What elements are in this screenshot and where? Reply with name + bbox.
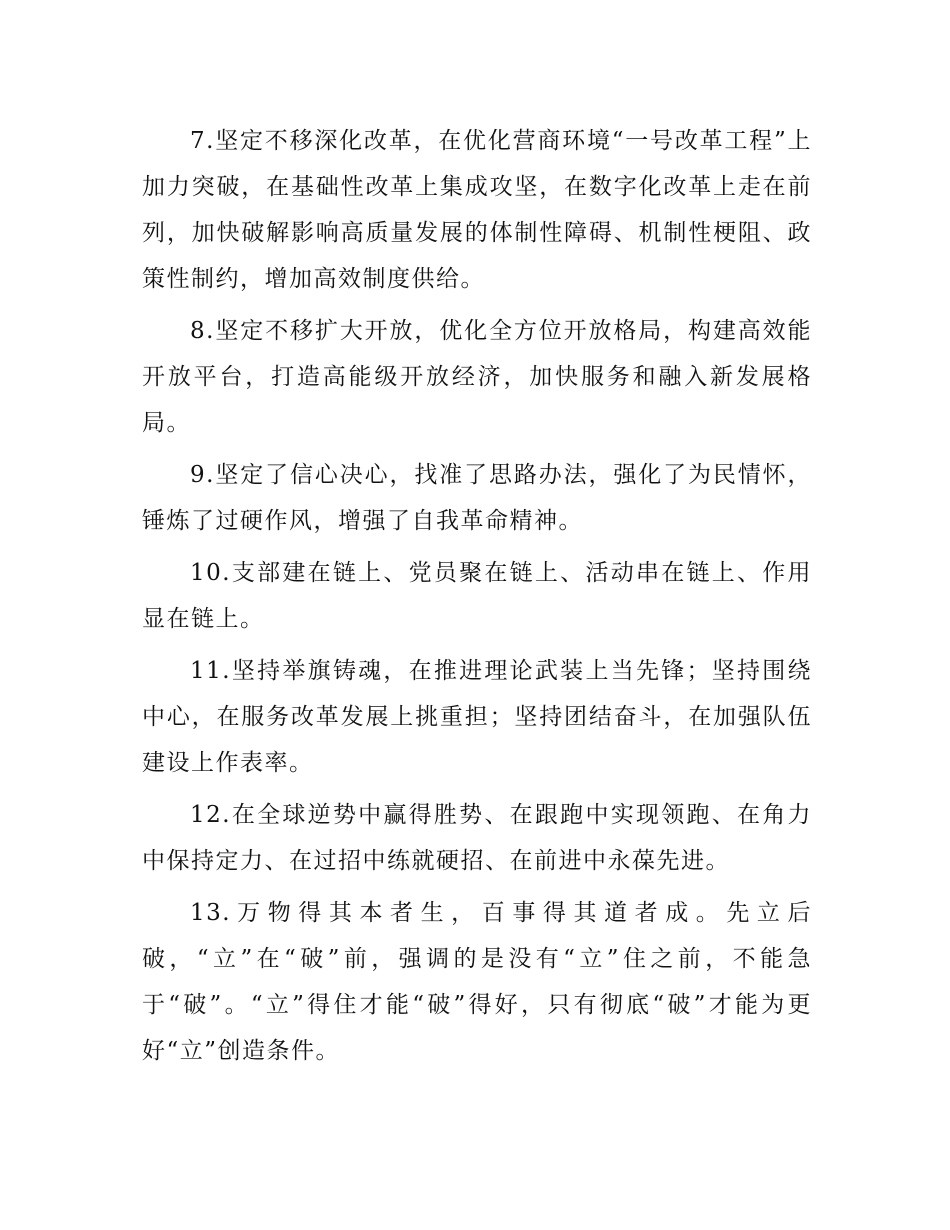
paragraph-11: 11.坚持举旗铸魂，在推进理论武装上当先锋；坚持围绕中心，在服务改革发展上挑重担；坚持团结奋斗，在加强队伍建设上作表率。	[142, 658, 812, 776]
paragraph-9: 9.坚定了信心决心，找准了思路办法，强化了为民情怀，锤炼了过硬作风，增强了自我革命精神。	[142, 462, 812, 534]
document-body	[142, 118, 812, 1080]
paragraph-8: 8.坚定不移扩大开放，优化全方位开放格局，构建高效能开放平台，打造高能级开放经济，加快服务和融入新发展格局。	[142, 318, 812, 436]
paragraph-12: 12.在全球逆势中赢得胜势、在跟跑中实现领跑、在角力中保持定力、在过招中练就硬招、在前进中永葆先进。	[142, 802, 812, 874]
paragraph-13: 13.万物得其本者生，百事得其道者成。先立后破，“立”在“破”前，强调的是没有“立”住之前，不能急于“破”。“立”得住才能“破”得好，只有彻底“破”才能为更好“立”创造条件。	[142, 900, 812, 1064]
paragraph-7: 7.坚定不移深化改革，在优化营商环境“一号改革工程”上加力突破，在基础性改革上集成攻坚，在数字化改革上走在前列，加快破解影响高质量发展的体制性障碍、机制性梗阻、政策性制约，增加高效制度供给。	[142, 128, 812, 292]
paragraph-10: 10.支部建在链上、党员聚在链上、活动串在链上、作用显在链上。	[142, 560, 812, 632]
